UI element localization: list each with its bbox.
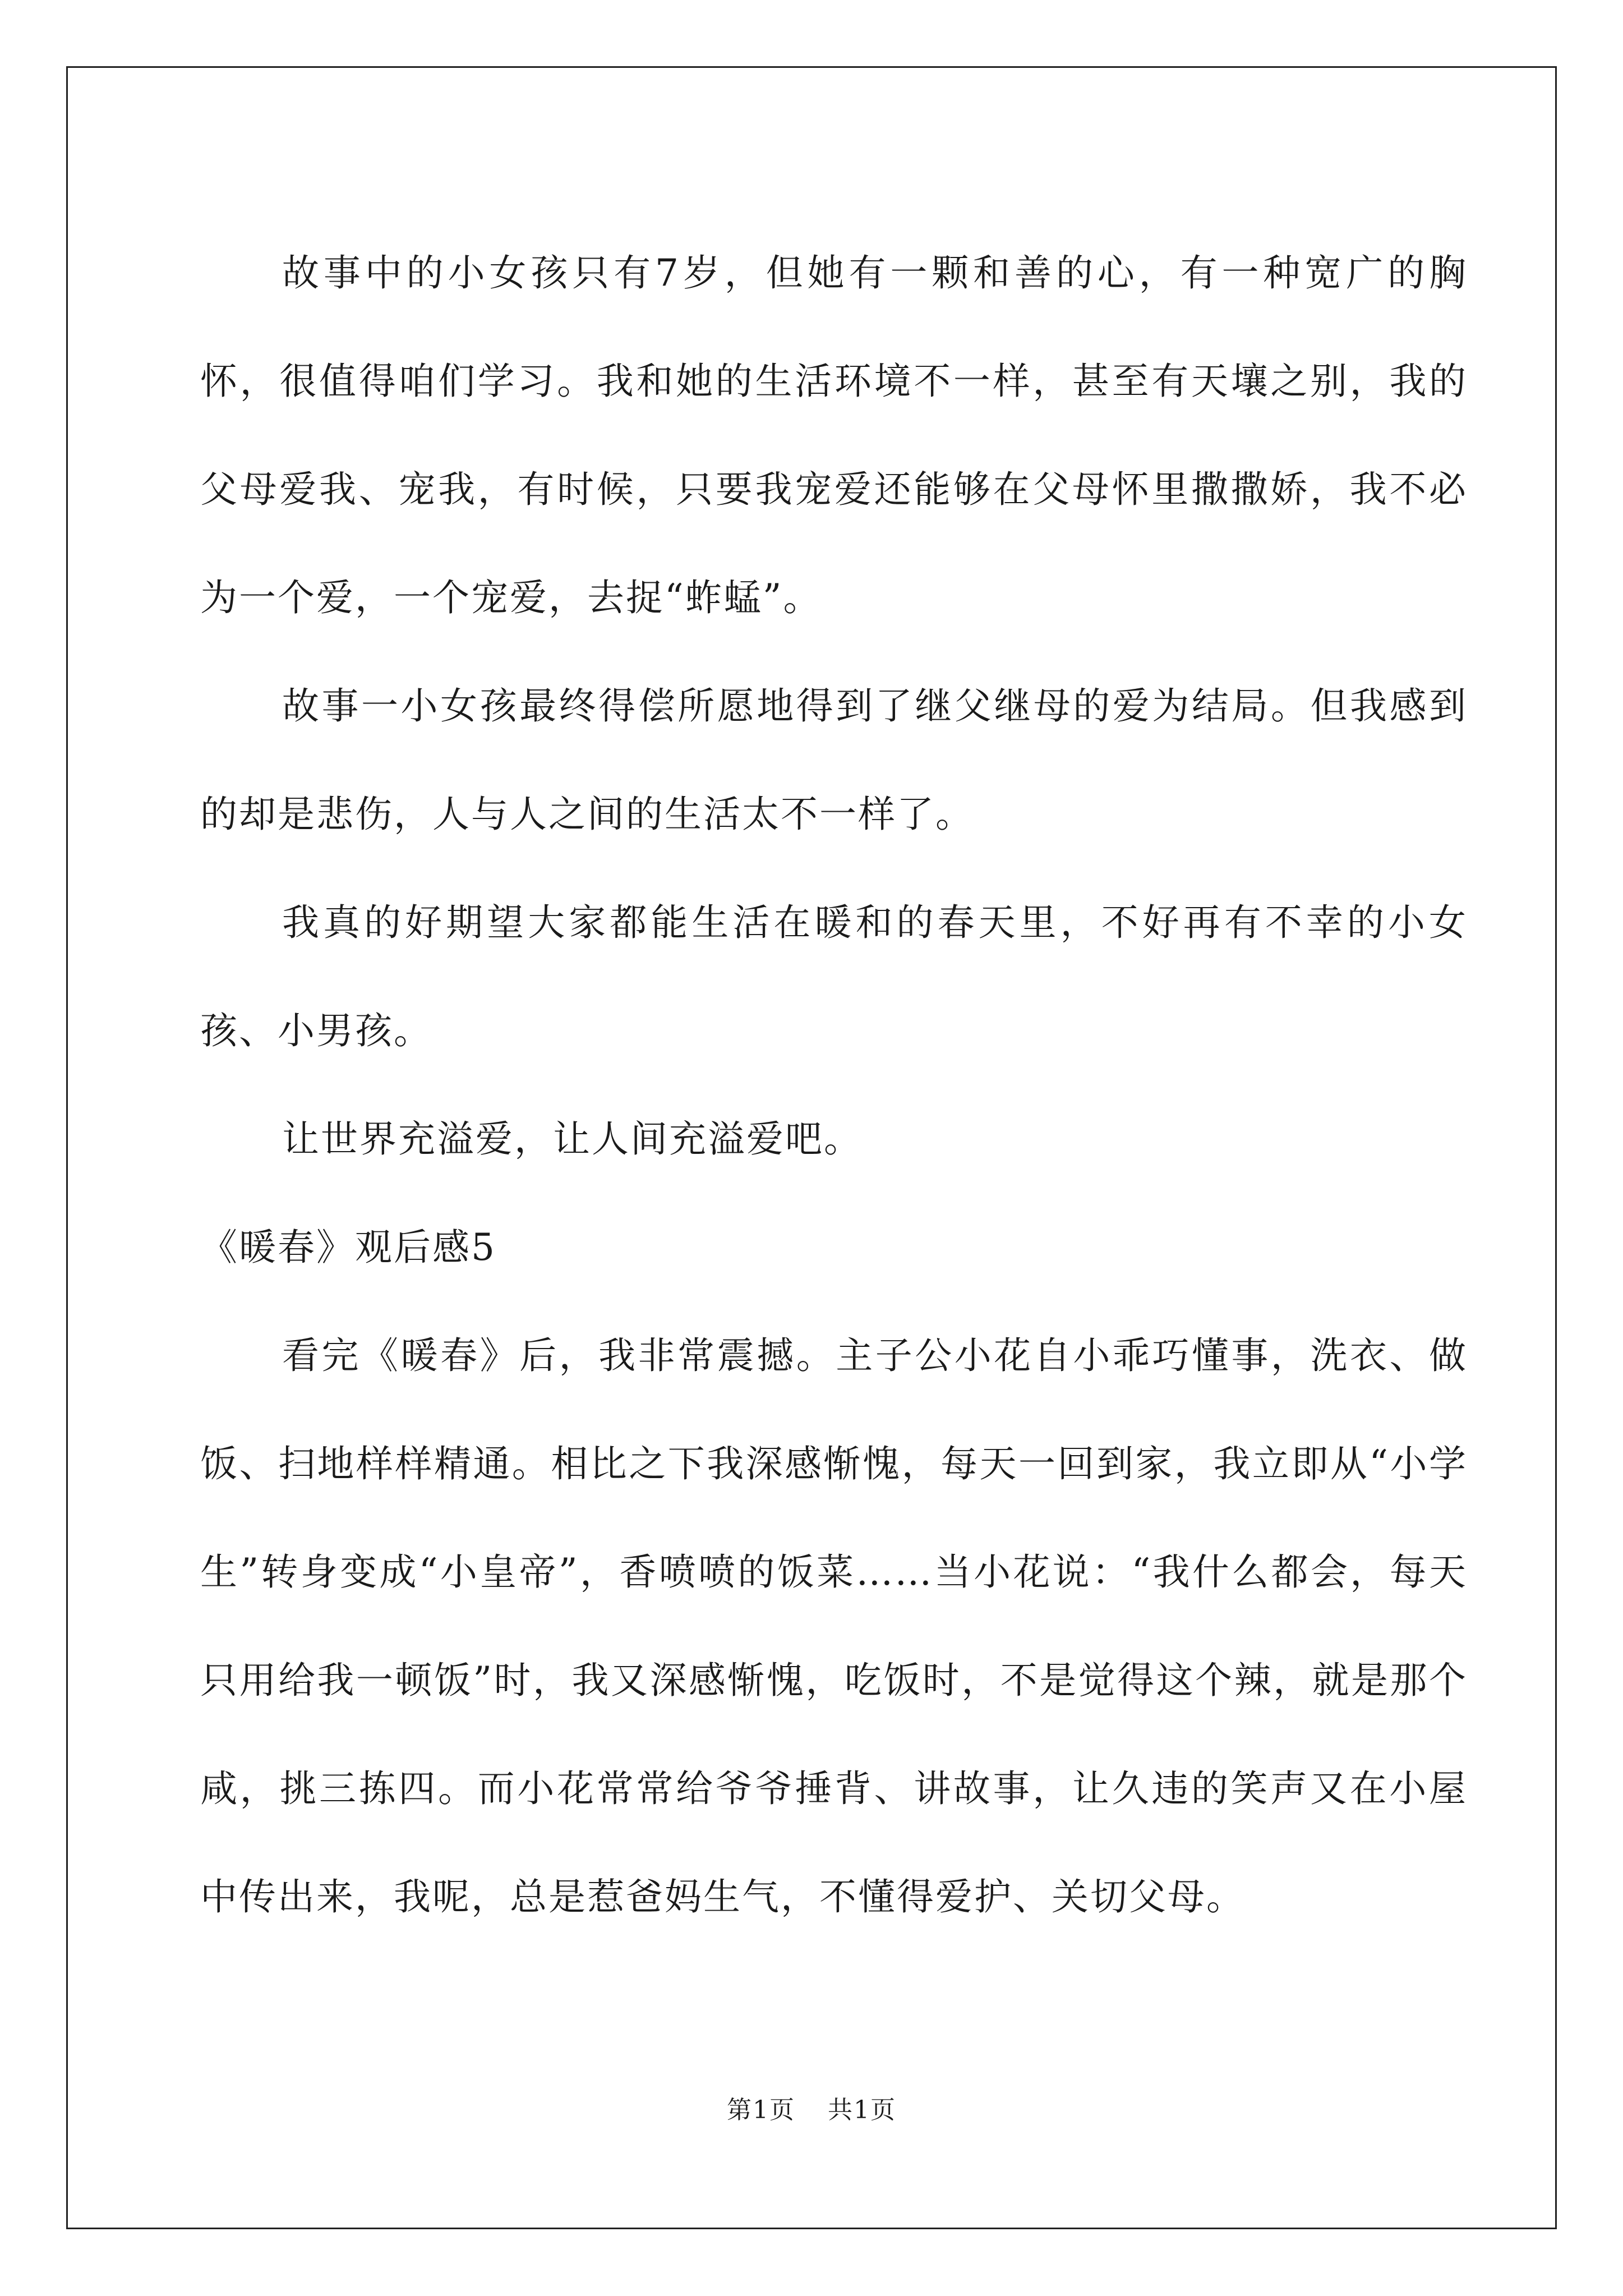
paragraph-5: 看完《暖春》后，我非常震撼。主子公小花自小乖巧懂事，洗衣、做饭、扫地样样精通。相比之下我深感惭愧，每天一回到家，我立即从“小学生”转身变成“小皇帝”，香喷喷的饭菜……当小花说：“我什么都会，每天只用给我一顿饭”时，我又深感惭愧，吃饭时，不是觉得这个辣，就是那个咸，挑三拣四。而小花常常给爷爷捶背、讲故事，让久违的笑声又在小屋中传出来，我呢，总是惹爸妈生气，不懂得爱护、关切父母。 <box>200 1334 1468 1918</box>
page-total: 共1页 <box>828 2096 896 2124</box>
paragraph-3: 我真的好期望大家都能生活在暖和的春天里，不好再有不幸的小女孩、小男孩。 <box>200 901 1468 1052</box>
document-body <box>200 219 1468 1951</box>
page-number: 第1页 <box>727 2096 795 2124</box>
paragraph-1: 故事中的小女孩只有7岁，但她有一颗和善的心，有一种宽广的胸怀，很值得咱们学习。我和她的生活环境不一样，甚至有天壤之别，我的父母爱我、宠我，有时候，只要我宠爱还能够在父母怀里撒撒娇，我不必为一个爱，一个宠爱，去捉“蚱蜢”。 <box>200 251 1468 619</box>
section-title: 《暖春》观后感5 <box>200 1226 496 1269</box>
page-footer <box>0 2093 1623 2127</box>
paragraph-4: 让世界充溢爱，让人间充溢爱吧。 <box>282 1117 863 1161</box>
paragraph-2: 故事一小女孩最终得偿所愿地得到了继父继母的爱为结局。但我感到的却是悲伤，人与人之间的生活太不一样了。 <box>200 684 1468 836</box>
